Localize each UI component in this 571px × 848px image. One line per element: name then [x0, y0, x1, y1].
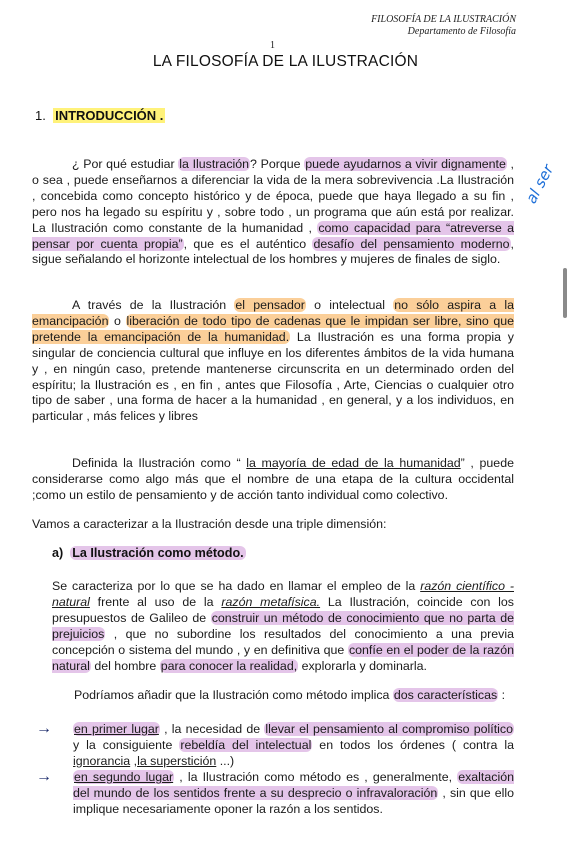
- text: o: [109, 313, 126, 328]
- highlight: llevar el pensamiento al compromiso político: [265, 722, 514, 736]
- subsection-title: La Ilustración como método.: [72, 546, 244, 560]
- highlight: liberación de todo tipo de cadenas que le impidan ser libre, sino que pretende la emancipación de la humanidad.: [32, 313, 515, 344]
- list-item: [73, 770, 514, 818]
- section-title: INTRODUCCIÓN .: [55, 108, 164, 123]
- highlight: en segundo lugar: [74, 770, 174, 784]
- text: ? Porque: [250, 157, 305, 171]
- paragraph-4: Vamos a caracterizar a la Ilustración desde una triple dimensión:: [32, 517, 387, 531]
- underlined-text: la mayoría de edad de la humanidad: [246, 456, 461, 470]
- text: A través de la Ilustración: [72, 298, 235, 312]
- highlight: la Ilustración: [179, 157, 250, 171]
- paragraph-3: [32, 456, 514, 504]
- highlight: desafío del pensamiento moderno: [313, 236, 510, 251]
- paragraph-2: [32, 298, 514, 425]
- paragraph-1: [32, 157, 514, 268]
- text: ,: [130, 753, 138, 768]
- text: , sin que ello implique necesariamente oponer la razón a los sentidos.: [73, 785, 514, 816]
- text: , la Ilustración como método es , generalmente,: [174, 770, 458, 784]
- highlight: para conocer la realidad,: [160, 658, 298, 673]
- highlight: puede ayudarnos a vivir dignamente: [305, 157, 506, 171]
- text: , que es el auténtico: [183, 236, 313, 251]
- highlight: dos características: [393, 688, 498, 702]
- text: La Ilustración, coincide con los presupuestos de Galileo de: [52, 594, 515, 625]
- underlined-text: ignorancia: [73, 753, 131, 768]
- text: ...): [216, 753, 235, 768]
- text: ¿ Por qué estudiar: [72, 157, 179, 171]
- text: y la consiguiente: [73, 737, 180, 752]
- text: explorarla y dominarla.: [298, 658, 427, 673]
- highlight: como capacidad para “atreverse a pensar por cuenta propia”: [32, 220, 514, 251]
- highlight: confíe en el poder de la razón natural: [52, 642, 515, 673]
- highlight: no sólo aspira a la emancipación: [32, 298, 514, 328]
- section-number: 1.: [35, 108, 46, 123]
- text: , la necesidad de: [159, 722, 265, 736]
- paragraph-6: [52, 688, 514, 704]
- highlight: rebeldía del intelectual: [180, 737, 312, 752]
- text: en todos los órdenes ( contra la: [312, 737, 514, 752]
- text: Se caracteriza por lo que se ha dado en llamar el empleo de la: [52, 579, 421, 593]
- page-number: 1: [270, 40, 275, 51]
- text: , sigue señalando el horizonte intelectual de los hombres y mujeres de finales de siglo.: [32, 236, 514, 267]
- arrow-icon: →: [36, 720, 52, 737]
- text: :: [498, 688, 506, 702]
- arrow-icon: →: [36, 768, 52, 785]
- text: , o sea , puede enseñarnos a diferenciar la vida de la mera sobrevivencia .La Ilustración , concebida como concepto histórico y de época, puede que haya llegado a su fin , pero nos ha legado su espíritu y , sobre todo , un programa que aún está por realizar. La Ilustración como constante de la humanidad ,: [32, 157, 514, 235]
- text: del hombre: [90, 658, 160, 673]
- header-department: Departamento de Filosofía: [407, 26, 516, 37]
- document-title: LA FILOSOFÍA DE LA ILUSTRACIÓN: [152, 53, 419, 70]
- scrollbar-thumb[interactable]: [563, 268, 567, 318]
- text: ” , puede considerarse como algo más que el nombre de una etapa de la cultura occidental ;como un estilo de pensamiento y de acción tanto individual como colectivo.: [32, 456, 514, 502]
- running-header: [371, 14, 516, 38]
- subsection-label: a): [52, 546, 64, 560]
- text: o intelectual: [305, 298, 394, 312]
- underlined-text: razón metafísica.: [221, 594, 321, 609]
- text: La Ilustración es una forma propia y singular de conciencia cultural que influye en los diferentes ámbitos de la vida humana y , en ningún caso, pretende mantenerse circunscrita en un determinado orden del espíritu; la Ilustración es , en fin , antes que Filosofía , Arte, Ciencias o cualquier otro tipo de saber , una forma de hacer a la humanidad , en general, y a los individuos, en particular , más felices y libres: [32, 329, 514, 424]
- highlight: el pensador: [235, 298, 305, 312]
- highlight: exaltación del mundo de los sentidos frente a su desprecio o infravaloración: [73, 770, 514, 800]
- header-title: FILOSOFÍA DE LA ILUSTRACIÓN: [371, 14, 516, 25]
- list-item: [73, 722, 514, 770]
- underlined-text: la superstición: [137, 753, 217, 768]
- subsection-heading: [52, 546, 246, 560]
- text: Definida la Ilustración como “: [72, 456, 247, 470]
- highlight: construir un método de conocimiento que no parta de prejuicios: [52, 610, 514, 641]
- paragraph-5: [52, 579, 514, 674]
- handwritten-margin-note: al ser: [522, 161, 558, 207]
- highlight: en primer lugar: [74, 722, 159, 736]
- section-heading: [35, 108, 165, 123]
- text: Podríamos añadir que la Ilustración como método implica: [74, 688, 393, 702]
- underlined-text: razón científico - natural: [52, 579, 514, 609]
- text: frente al uso de la: [89, 594, 222, 609]
- text: , que no subordine los resultados del conocimiento a una previa concepción o sistema del mundo , y en definitiva que: [52, 626, 514, 657]
